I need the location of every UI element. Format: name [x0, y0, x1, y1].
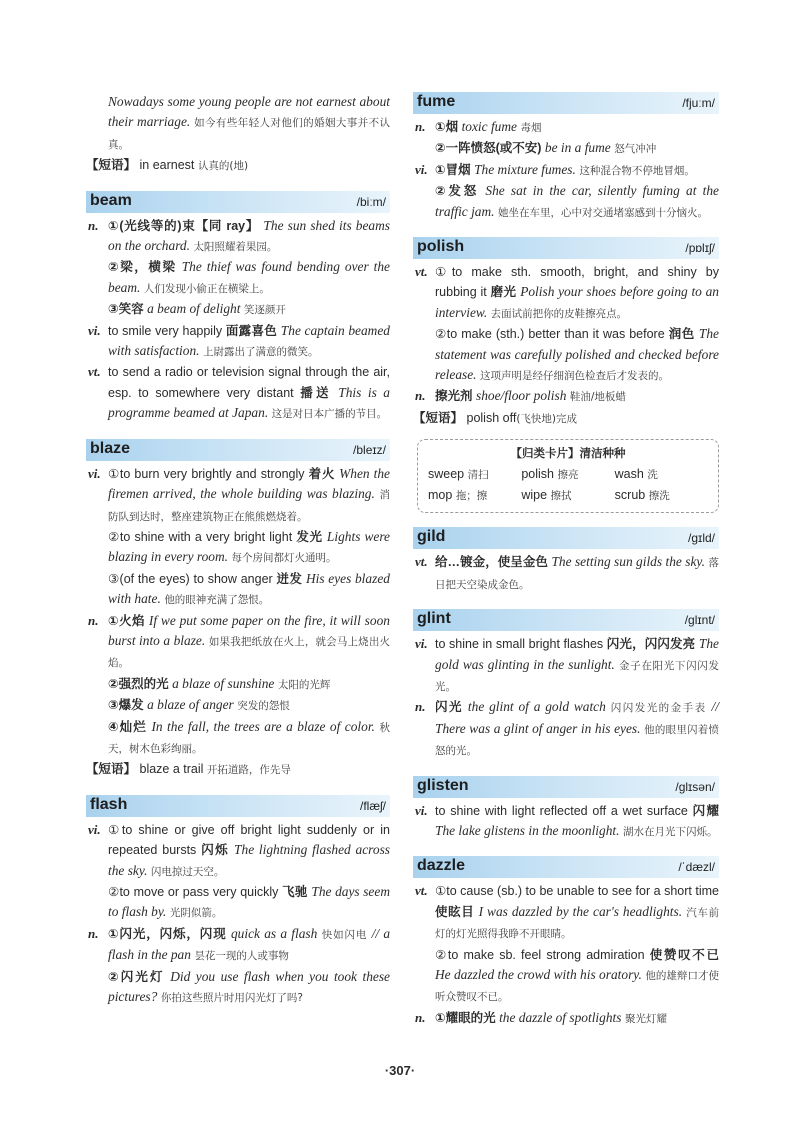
example-text: The lake glistens in the moonlight. [435, 822, 620, 838]
sense-noun [413, 117, 719, 138]
definition: to shine with light reflected off a wet surface [435, 803, 688, 818]
sense-item [86, 569, 390, 611]
phrase-text: in earnest [139, 158, 195, 173]
example-text: The sun shed its beams on the orchard. [108, 217, 390, 254]
example-translation: 昙花一现的人或事物 [194, 950, 289, 963]
sense-item [413, 324, 719, 386]
pos-label: n. [415, 388, 426, 404]
example-translation: 突发的怨恨 [237, 700, 290, 713]
headword-bar-blaze [86, 439, 390, 461]
pos-label: vi. [415, 161, 428, 177]
pronunciation: /fjuːm/ [682, 96, 715, 110]
sense-head: 闪光 [435, 700, 463, 715]
sense-vt [413, 262, 719, 324]
sense-head: ①火焰 [108, 613, 145, 628]
card-translation: 擦洗 [648, 490, 670, 503]
sense-head: ③笑容 [108, 302, 144, 317]
phrase-tag: 【短语】 [86, 158, 137, 173]
example-translation: 人们发现小偷正在横梁上。 [143, 282, 270, 295]
sense-vt [86, 362, 390, 424]
sense-head: ④灿烂 [108, 719, 147, 734]
sense-head: ①闪光，闪烁，闪现 [108, 926, 227, 941]
pos-label: vt. [88, 364, 101, 380]
sense-item [86, 299, 390, 320]
sense-head: 发光 [296, 529, 323, 544]
example-translation: 太阳的光辉 [277, 678, 331, 691]
definition: ①to cause (sb.) to be unable to see for a short time [435, 884, 719, 899]
sense-head: ③爆发 [108, 698, 144, 713]
card-translation: 擦拭 [550, 490, 572, 503]
sense-head: 着火 [308, 466, 335, 481]
card-cell [428, 464, 521, 485]
definition: ②to move or pass very quickly [108, 885, 279, 899]
sense-item [86, 882, 390, 924]
example-text: quick as a flash [230, 925, 318, 941]
example-text: The thief was found bending over the beam. [108, 259, 390, 295]
card-translation: 清扫 [467, 469, 489, 482]
intro-example [86, 92, 390, 155]
headword-bar-polish [413, 237, 719, 259]
headword: blaze [90, 439, 131, 457]
pos-label: vt. [415, 883, 428, 899]
sense-vi [86, 464, 390, 527]
sense-noun [86, 924, 390, 967]
example-translation: 湖水在月光下闪烁。 [622, 825, 718, 838]
sense-head: 闪耀 [692, 803, 719, 818]
card-word: mop [428, 488, 453, 503]
example-translation: 她坐在车里，心中对交通堵塞感到十分恼火。 [498, 206, 708, 219]
pos-label: n. [415, 699, 426, 715]
sense-vi [413, 634, 719, 697]
sense-noun [86, 611, 390, 674]
pronunciation: /glɪsən/ [675, 779, 715, 794]
example-translation: 你拍这些照片时用闪光灯了吗? [160, 992, 303, 1005]
sense-noun [413, 386, 719, 407]
card-cell [615, 464, 708, 485]
headword: glisten [417, 776, 469, 794]
definition: ①to burn very brightly and strongly [108, 466, 305, 481]
sense-item [86, 527, 390, 569]
phrase-translation: 认真的(地) [197, 160, 249, 173]
sense-head: ②发怒 [435, 184, 480, 199]
example-text: Nowadays some young people are not earnest about their marriage. [108, 94, 390, 130]
example-text: The statement was carefully polished and checked before release. [435, 326, 719, 383]
example-text: the dazzle of spotlights [499, 1009, 622, 1025]
sense-vi [413, 801, 719, 843]
sense-head: 面露喜色 [225, 323, 278, 338]
example-text: The gold was glinting in the sunlight. [435, 636, 719, 672]
example-text: The mixture fumes. [474, 161, 576, 177]
sense-item [86, 674, 390, 695]
sense-vt [413, 881, 719, 944]
pos-label: vi. [415, 802, 428, 818]
sense-item [86, 695, 390, 716]
sense-head: ①耀眼的光 [435, 1010, 496, 1025]
card-cell [615, 485, 708, 506]
card-translation: 洗 [647, 469, 658, 482]
sense-noun [413, 697, 719, 761]
example-translation: 金子在阳光下闪闪发光。 [435, 659, 719, 693]
headword: glint [417, 610, 451, 628]
card-cell [521, 485, 614, 506]
example-translation: 这项声明是经仔细润色检查后才发表的。 [480, 370, 670, 383]
sense-head: ①(光线等的)束【同 ray】 [108, 218, 260, 233]
phrase-polish-off [413, 408, 719, 429]
sense-head: 迸发 [276, 571, 303, 586]
definition: ①to make sth. smooth, bright, and shiny by rubbing it [435, 265, 719, 300]
example-translation: 怒气冲冲 [614, 143, 657, 156]
page-number: ·307· [384, 1063, 416, 1078]
sense-head: 飞驰 [282, 885, 308, 899]
example-translation: 快如闪电 [321, 928, 368, 941]
example-translation: 秋天，树木色彩绚丽。 [108, 721, 390, 755]
definition: ②to shine with a very bright light [108, 529, 293, 544]
pronunciation: /gɪld/ [688, 531, 715, 546]
example-text: shoe/floor polish [476, 388, 567, 404]
card-row [428, 464, 708, 485]
pos-label: vt. [415, 554, 428, 570]
pos-label: vt. [415, 264, 428, 280]
headword-bar-beam [86, 191, 390, 213]
phrase-in-earnest [86, 155, 390, 176]
example-translation: 毒烟 [520, 122, 542, 134]
right-column [413, 92, 719, 1029]
example-translation: 闪闪发光的金手表 [610, 702, 707, 715]
example-text: I was dazzled by the car's headlights. [478, 903, 683, 919]
example-text: a blaze of anger [147, 697, 234, 713]
category-card [417, 439, 719, 513]
example-translation: 落日把天空染成金色。 [435, 557, 719, 591]
example-text: The setting sun gilds the sky. [551, 554, 705, 570]
card-cell [428, 485, 521, 506]
example-translation: 这种混合物不停地冒烟。 [579, 164, 695, 177]
example-text: The days seem to flash by. [108, 884, 390, 920]
example-text: Lights were blazing in every room. [108, 528, 390, 565]
pronunciation: /biːm/ [356, 194, 386, 209]
sense-vi [86, 820, 390, 882]
sense-head: 擦光剂 [435, 389, 473, 404]
sense-head: ②闪光灯 [108, 969, 165, 984]
example-translation: 消防队到达时，整座建筑物正在熊熊燃烧着。 [108, 489, 390, 523]
example-text: If we put some paper on the fire, it will soon burst into a blaze. [108, 612, 390, 648]
definition: ②to make (sth.) better than it was before [435, 327, 665, 342]
example-translation: 如果我把纸放在火上，就会马上烧出火焰。 [108, 635, 390, 670]
example-text: His eyes blazed with hate. [108, 570, 390, 607]
sense-noun [413, 1008, 719, 1029]
example-translation: 去面试前把你的皮鞋擦亮点。 [490, 307, 628, 320]
pronunciation: /bleɪz/ [353, 442, 386, 457]
definition: to send a radio or television signal through the air, esp. to somewhere very distant [108, 365, 390, 400]
pronunciation: /pɒlɪʃ/ [685, 241, 715, 256]
card-translation: 擦亮 [557, 469, 579, 482]
headword: fume [417, 93, 456, 110]
headword: beam [90, 191, 132, 209]
example-translation: 笑逐颜开 [243, 304, 286, 317]
card-translation: 拖；擦 [455, 490, 488, 503]
pos-label: n. [415, 119, 426, 134]
example-translation: 他的眼里闪着愤怒的光。 [435, 723, 719, 758]
example-text: This is a programme beamed at Japan. [108, 384, 390, 421]
pronunciation: /glɪnt/ [684, 613, 715, 628]
example-translation: 太阳照耀着果园。 [193, 241, 278, 254]
sense-item [413, 945, 719, 1008]
pos-label: n. [415, 1009, 426, 1025]
example-text: When the firemen arrived, the whole building was blazing. [108, 465, 390, 502]
sense-head: ②梁，横梁 [108, 260, 177, 275]
headword-bar-flash [86, 795, 390, 817]
example-translation: 汽车前灯的灯光照得我睁不开眼睛。 [435, 906, 719, 941]
headword-bar-fume [413, 92, 719, 114]
sense-head: ①冒烟 [435, 162, 471, 177]
headword: dazzle [417, 857, 466, 875]
pronunciation: /ˈdæzl/ [678, 860, 715, 875]
phrase-text: blaze a trail [139, 762, 204, 777]
sense-item [413, 138, 719, 159]
example-text: The lightning flashed across the sky. [108, 842, 391, 878]
example-text: the glint of a gold watch [467, 699, 606, 715]
sense-head: 使赞叹不已 [649, 947, 719, 962]
sense-vi [413, 160, 719, 181]
pos-label: vi. [88, 322, 101, 338]
phrase-blaze-a-trail [86, 759, 390, 780]
sense-vt [413, 552, 719, 595]
example-translation: 这是对日本广播的节目。 [271, 408, 388, 421]
definition: ③(of the eyes) to show anger [108, 571, 273, 586]
phrase-translation: 开拓道路，作先导 [206, 764, 291, 777]
example-translation: 如今有些年轻人对他们的婚姻大事并不认真。 [108, 117, 391, 151]
example-text: Polish your shoes before going to an interview. [435, 284, 719, 320]
example-translation: 他的雄辩口才使听众赞叹不已。 [435, 969, 719, 1004]
definition: ①to shine or give off bright light suddenly or in repeated bursts [108, 822, 390, 858]
sense-head: 使眩目 [435, 904, 475, 919]
sense-noun [86, 216, 390, 258]
sense-head: 闪烁 [201, 843, 230, 858]
phrase-tag: 【短语】 [86, 762, 137, 777]
definition: ②to make sb. feel strong admiration [435, 947, 645, 962]
sense-head: ②一阵愤怒(或不安) [435, 141, 542, 156]
sense-head: 润色 [668, 327, 695, 342]
pronunciation: /flæʃ/ [359, 798, 386, 813]
phrase-translation: (飞快地)完成 [516, 412, 578, 425]
sense-item [86, 717, 390, 760]
card-row [428, 485, 708, 506]
sense-head: 播送 [300, 385, 332, 400]
pos-label: n. [88, 925, 99, 941]
sense-item [86, 967, 390, 1009]
pos-label: vi. [415, 636, 428, 652]
sense-head: ②强烈的光 [108, 676, 169, 691]
pos-label: vi. [88, 821, 101, 837]
card-word: polish [521, 467, 554, 482]
headword: gild [417, 528, 446, 546]
pos-label: vi. [88, 465, 101, 481]
sense-item [86, 257, 390, 299]
definition: to smile very happily [108, 323, 223, 338]
card-title: 【归类卡片】清洁种种 [510, 448, 626, 461]
headword: flash [90, 795, 128, 813]
card-word: scrub [614, 488, 646, 503]
headword: polish [417, 238, 465, 256]
example-text: She sat in the car, silently fuming at the traffic jam. [435, 183, 719, 219]
example-text: toxic fume [461, 119, 517, 134]
example-text: The captain beamed with satisfaction. [108, 322, 390, 359]
pos-label: n. [88, 612, 99, 628]
phrase-text: polish off [466, 410, 517, 425]
example-text: Did you use flash when you took these pictures? [108, 968, 390, 1005]
example-translation: 闪电掠过天空。 [150, 865, 225, 878]
example-translation: 上尉露出了满意的微笑。 [203, 346, 319, 359]
card-word: wipe [521, 488, 548, 503]
phrase-tag: 【短语】 [413, 410, 464, 425]
headword-bar-dazzle [413, 856, 719, 878]
headword-bar-glisten [413, 776, 719, 798]
example-translation: 每个房间都灯火通明。 [231, 552, 337, 565]
example-translation: 光阴似箭。 [169, 907, 223, 920]
headword-bar-gild [413, 527, 719, 549]
left-column [86, 92, 390, 1008]
example-text: a blaze of sunshine [172, 675, 275, 691]
sense-head: ①烟 [435, 120, 459, 134]
example-translation: 他的眼神充满了怨恨。 [164, 594, 270, 607]
example-text: In the fall, the trees are a blaze of color. [151, 718, 375, 734]
example-text: He dazzled the crowd with his oratory. [435, 966, 642, 982]
sense-head: 闪光，闪闪发亮 [606, 637, 696, 652]
example-text: a beam of delight [147, 301, 241, 317]
card-word: wash [614, 467, 644, 482]
headword-bar-glint [413, 609, 719, 631]
sense-head: 磨光 [490, 285, 517, 300]
sense-head: 给…镀金，使呈金色 [435, 555, 548, 570]
example-translation: 聚光灯耀 [624, 1012, 667, 1025]
example-translation: 鞋油/地板蜡 [569, 391, 626, 404]
sense-vi [86, 321, 390, 363]
example-text: be in a fume [544, 140, 611, 156]
sense-item [413, 181, 719, 223]
example-text: // There was a glint of anger in his eyes. [435, 699, 719, 736]
pos-label: n. [88, 217, 99, 233]
definition: to shine in small bright flashes [435, 637, 604, 652]
card-word: sweep [428, 467, 465, 482]
card-cell [521, 464, 614, 485]
example-text: // a flash in the pan [108, 925, 391, 963]
